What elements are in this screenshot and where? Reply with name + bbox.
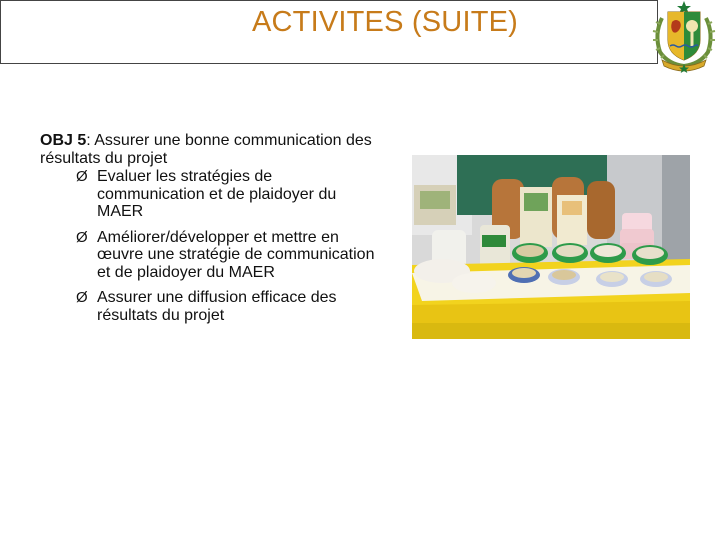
arrow-bullet-icon: Ø [76,228,88,246]
content-block [40,132,380,324]
page-title: ACTIVITES (SUITE) [251,6,519,38]
product-display-photo [412,155,690,339]
list-item [40,289,380,324]
objective-text: : Assurer une bonne communication des résultats du projet [40,132,372,167]
bullet-list [40,168,380,324]
arrow-bullet-icon: Ø [76,289,88,306]
list-item [40,229,380,282]
bullet-text: Evaluer les stratégies de communication et de plaidoyer du MAER [97,168,337,220]
bullet-text: Améliorer/développer et mettre en œuvre une stratégie de communication et de plaidoyer du MAER [97,228,375,281]
arrow-bullet-icon: Ø [76,168,88,185]
senegal-coat-of-arms-icon [648,0,720,76]
bullet-text: Assurer une diffusion efficace des résultats du projet [97,289,337,324]
objective-label: OBJ 5 [40,132,87,149]
list-item [40,168,380,221]
objective-line [40,132,380,168]
